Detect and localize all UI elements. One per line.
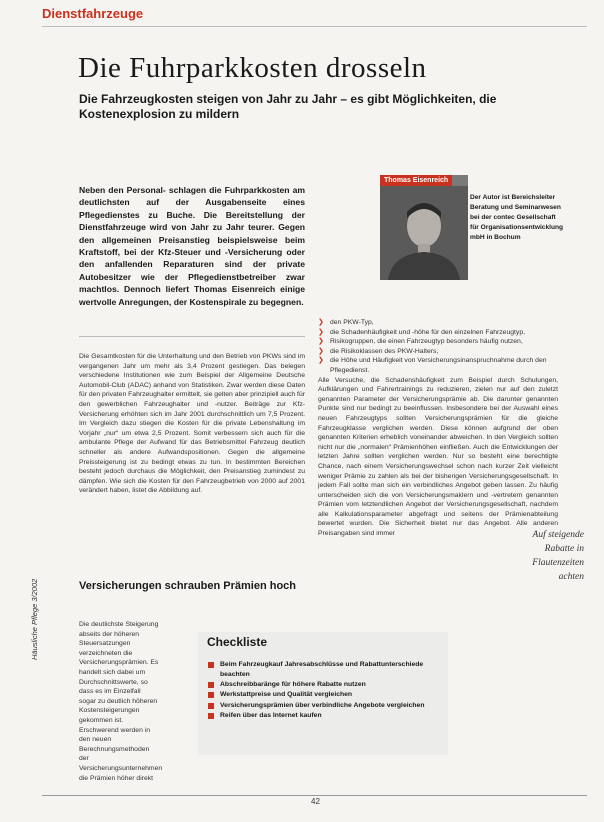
checklist-item: Beim Fahrzeugkauf Jahresabschlüsse und Rabattunterschiede beachten [208,660,443,680]
checklist-item: Reifen über das Internet kaufen [208,711,443,721]
list-item: ❯ die Höhe und Häufigkeit von Versicherungsinanspruchnahme durch den Pflegedienst. [318,356,558,375]
checklist-item: Werkstattpreise und Qualität vergleichen [208,690,443,700]
publication-side-note: Häusliche Pflege 3/2002 [30,578,39,660]
list-item: ❯ den PKW-Typ, [318,318,558,328]
checklist-item: Versicherungsprämien über verbindliche Angebote vergleichen [208,701,443,711]
bullet-list [318,318,558,376]
author-bio: Der Autor ist Bereichsleiter Beratung und Seminarwesen bei der contec Gesellschaft für Organisationsentwicklung mbH in Bochum [470,194,564,241]
checklist-item: Abschreibbaränge für höhere Rabatte nutzen [208,680,443,690]
author-name-tag: Thomas Eisenreich [380,175,452,186]
person-portrait-icon [380,186,468,280]
section-subheading: Versicherungen schrauben Prämien hoch [79,580,297,592]
list-item: ❯ Risikogruppen, die einen Fahrzeugtyp besonders häufig nutzen, [318,337,558,347]
lead-paragraph: Neben den Personal- schlagen die Fuhrparkkosten am deutlichsten auf der Ausgabenseite eines Pflegedienstes zu Buche. Die Bereitstellung der Dienstfahrzeuge wird von Jahr zu Jahr teurer. Gegen den allgemeinen Preisanstieg beispielsweise beim Kraftstoff, bei der Kfz-Steuer und -Versicherung oder den anfallenden Reparaturen sind der private Autobesitzer wie der Pflegedienstbetreiber zwar machtlos. Dennoch liefert Thomas Eisenreich einige wertvolle Anregungen, der Kostenspirale zu begegnen. [79,185,305,307]
body-text-right [318,318,558,539]
author-photo [380,186,468,280]
checklist-items [208,660,443,721]
bottom-divider [42,795,587,796]
body-text-left-continued: Die deutlichste Steigerung abseits der höheren Steuersatzungen verzeichneten die Versicherungsprämien. Es handelt sich dabei um Durchschnittswerte, so dass es im Einzelfall sogar zu deutlich höheren Kostensteigerungen gekommen ist. Erschwerend werden in den neuen Berechnungsmethoden der Versicherungsunternehmen die Prämien höher direkt [79,621,163,782]
list-item: ❯ die Risikoklassen des PKW-Halters, [318,347,558,357]
article-title: Die Fuhrparkkosten drosseln [78,52,427,84]
checklist-title: Checkliste [207,635,268,649]
top-divider [42,26,587,27]
article-subtitle: Die Fahrzeugkosten steigen von Jahr zu Jahr – es gibt Möglichkeiten, die Kostenexplosion zu mildern [79,92,497,121]
column-divider [79,336,305,337]
section-label: Dienstfahrzeuge [42,6,144,21]
list-item: ❯ die Schadenhäufigkeit und -höhe für den einzelnen Fahrzeugtyp, [318,328,558,338]
pull-quote: Auf steigende Rabatte in Flautenzeiten achten [532,530,584,582]
body-text-left: Die Gesamtkosten für die Unterhaltung und den Betrieb von PKWs sind im vergangenen Jahr um mehr als 3,4 Prozent gestiegen. Das belegen verschiedene Institutionen wie zum Beispiel der Allgemeine Deutsche Automobil-Club (ADAC) anhand von Statistiken. Zwar werden diese Daten für den privaten Fahrzeughalter ermittelt, sie gelten aber prinzipiell auch für den gewerblichen Fahrzeughalter und -nutzer. Beiträge zur Kfz-Versicherung erhöhten sich im Jahr 2001 durchschnittlich um 7,5 Prozent. Im Vergleich dazu stiegen die Kosten für die private Lebenshaltung im Vorjahr „nur“ um etwa 2,5 Prozent. Somit verbessern sich auch für die ambulante Pflege der Aufwand für das Betriebsmittel Fahrzeug deutlich schneller als andere Aufwandspositionen. Gegen die allgemeine Preissteigerung ist zu bedingt etwas zu tun. In bestimmten Bereichen besteht jedoch durchaus die Möglichkeit, den Preisanstieg zumindest zu dämpfen. Wie sich die Kosten für den Fahrzeugbetrieb von 2000 auf 2001 verändert haben, listet die Abbildung auf. [79,353,305,495]
right-paragraph: Alle Versuche, die Schadenshäufigkeit zum Beispiel durch Schulungen, Aufklärungen und Fahrertrainings zu reduzieren, zielen nur auf den zuletzt genannten Parameter der Versicherungsprämie ab. Die darunter genannten Punkte sind nur bedingt zu beeinflussen. Insbesondere bei der Auswahl eines neuen Fahrzeugtyps sollten Versicherungsprämien für die gleiche Fahrzeugklasse verglichen werden. Diese können aufgrund der oben genannten Kriterien erheblich voneinander abweichen. In den Vergleich sollten nicht nur die „normalen“ Prämienhöhen einfließen. Auch die Entwicklungen der letzten Jahre sollten verglichen werden. Nur so besteht eine berechtigte Chance, nach einem Versicherungswechsel schon nach kurzer Zeit vielleicht weniger Prämie zu zahlen als bei der bisherigen Versicherungsgesellschaft. In jedem Fall sollte man sich ein verbindliches Angebot geben lassen. Zu häufig unterscheiden sich die von Versicherungsmaklern und -vertretern genannten Prämien vom letztendlichen Angebot der Versicherungsgesellschaft, nachdem alle Kalkulationsparameter abgefragt und seitens der Prämienabteilung bewertet wurden. Die Sicherheit bietet nur das Angebot. Alle anderen Preisangaben sind immer [318,376,558,538]
page-number: 42 [311,797,320,806]
